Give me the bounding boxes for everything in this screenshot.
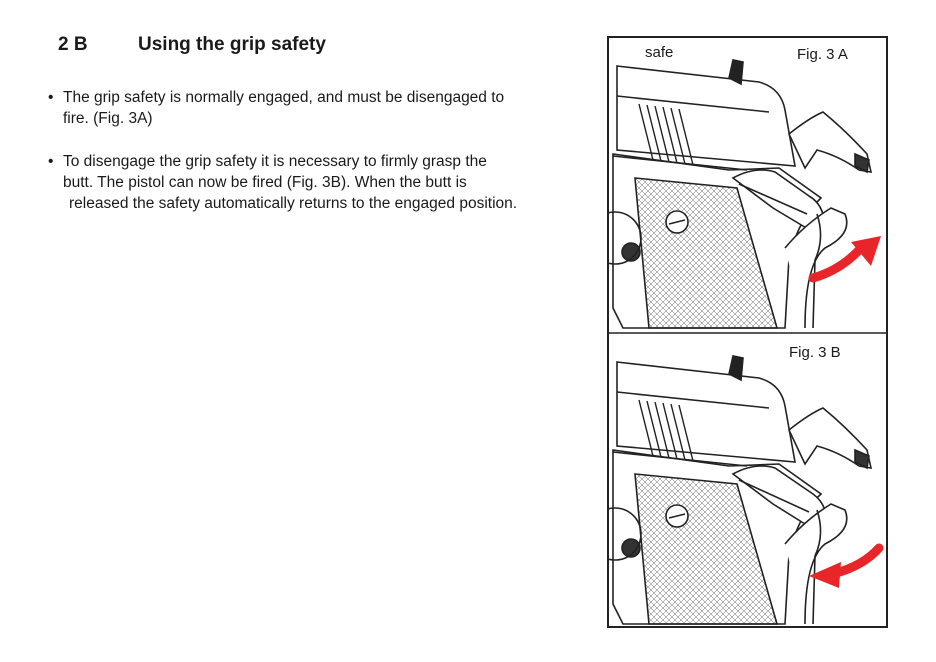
figure-frame <box>607 36 888 628</box>
paragraph-line: fire. (Fig. 3A) <box>63 110 153 127</box>
figure-3a-caption: Fig. 3 A <box>797 46 848 63</box>
safe-label: safe <box>645 44 674 61</box>
figure-3b-caption: Fig. 3 B <box>789 344 841 361</box>
pistol-figure-3a <box>609 60 871 328</box>
line-text: To disengage the grip safety it is necessary to firmly grasp the <box>63 153 487 170</box>
paragraph-line: released the safety automatically returns to the engaged position. <box>69 195 518 212</box>
bullet: • <box>48 89 54 106</box>
line-text: The grip safety is normally engaged, and must be disengaged to <box>63 89 505 106</box>
paragraph-grip-engaged <box>48 87 504 129</box>
paragraph-line <box>48 87 504 108</box>
section-heading <box>58 34 326 56</box>
arrow-release <box>809 548 879 588</box>
paragraph-line: butt. The pistol can now be fired (Fig. 3B). When the butt is <box>63 174 467 191</box>
pistol-illustrations <box>609 38 886 626</box>
paragraph-line <box>48 151 517 172</box>
paragraph-disengage <box>48 151 517 214</box>
section-number: 2 B <box>58 34 88 55</box>
bullet: • <box>48 153 54 170</box>
section-title: Using the grip safety <box>138 34 326 55</box>
